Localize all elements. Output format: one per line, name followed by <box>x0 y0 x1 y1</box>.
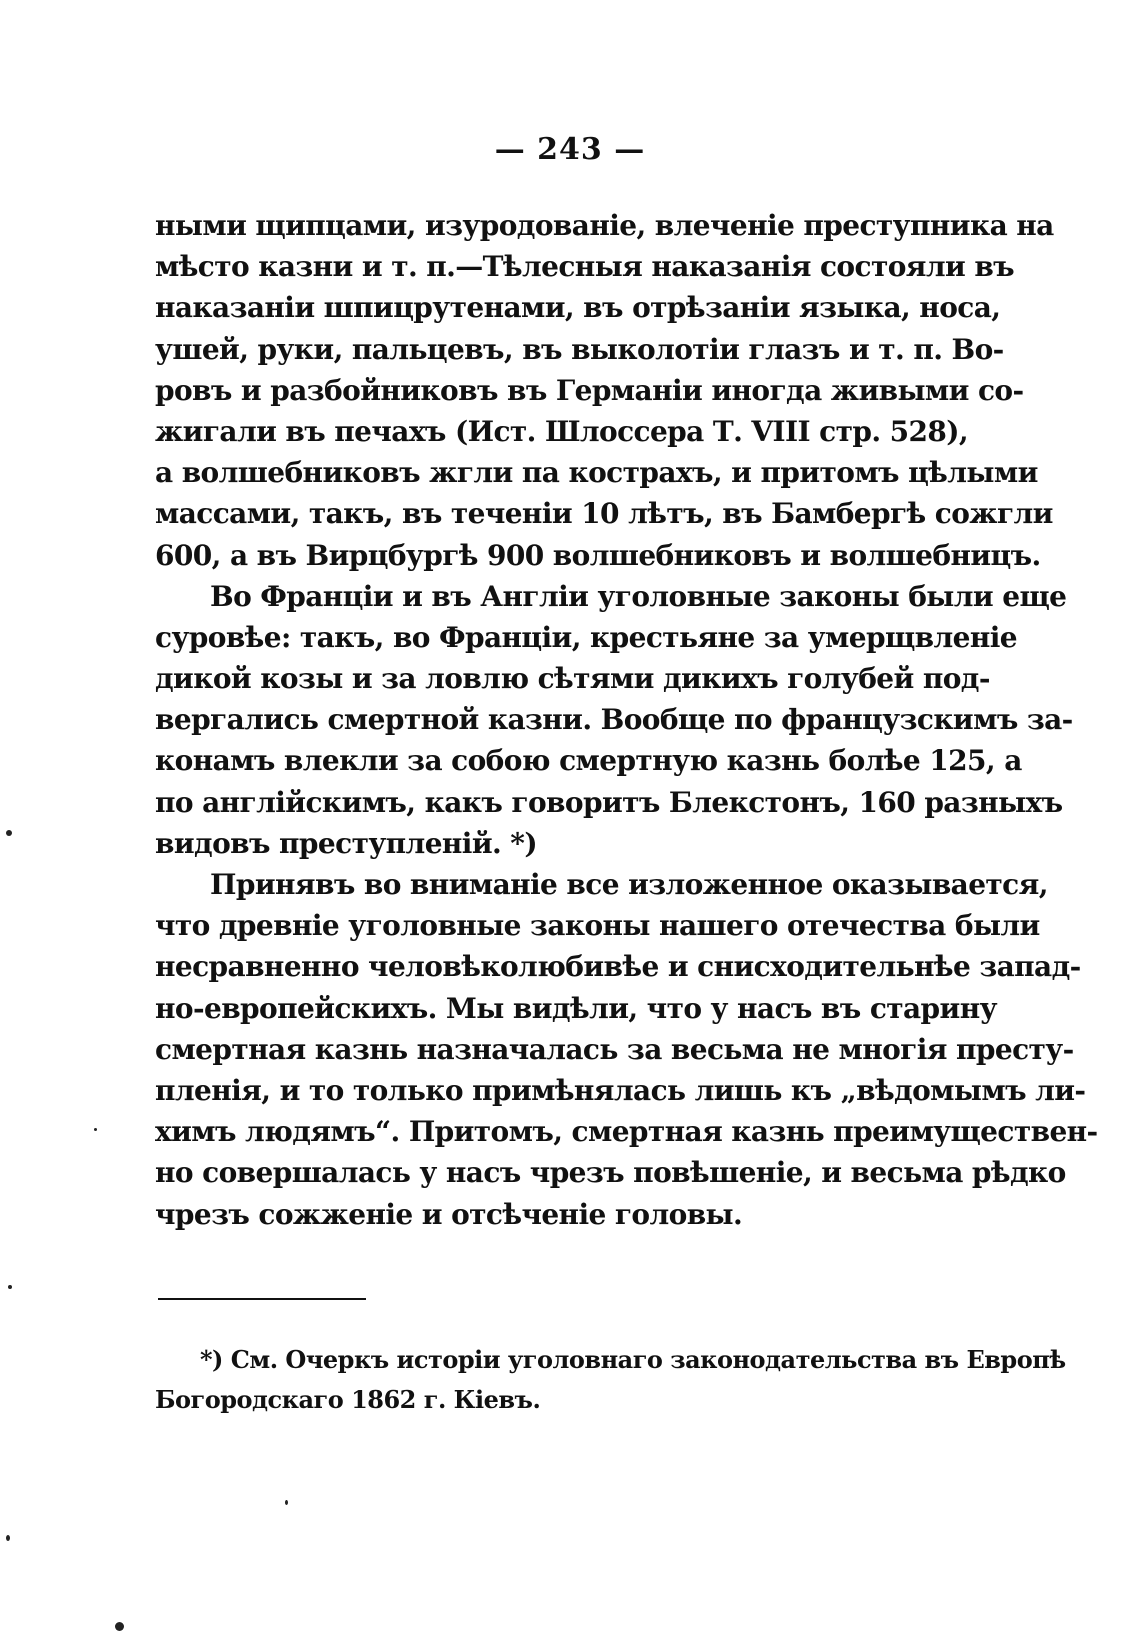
text-line: что древніе уголовные законы нашего отечества были <box>155 909 1040 943</box>
text-line: наказаніи шпицрутенами, въ отрѣзаніи языка, носа, <box>155 291 1001 325</box>
footnote-line: *) См. Очеркъ исторіи уголовнаго законодательства въ Европѣ <box>200 1345 1066 1374</box>
scan-speck <box>115 1622 124 1631</box>
text-line: мѣсто казни и т. п.—Тѣлесныя наказанія состояли въ <box>155 250 1015 284</box>
text-line: пленія, и то только примѣнялась лишь къ „вѣдомымъ ли- <box>155 1073 1086 1107</box>
text-line: по англійскимъ, какъ говоритъ Блекстонъ, 160 разныхъ <box>155 785 1063 819</box>
text-line: массами, такъ, въ теченіи 10 лѣтъ, въ Бамбергѣ сожгли <box>155 497 1053 531</box>
footnote <box>155 1340 1066 1420</box>
page-number: — 243 — <box>494 132 646 167</box>
text-line: а волшебниковъ жгли па кострахъ, и притомъ цѣлыми <box>155 456 1038 490</box>
text-line: ными щипцами, изуродованіе, влеченіе преступника на <box>155 209 1054 242</box>
text-line: суровѣе: такъ, во Франціи, крестьяне за умерщвленіе <box>155 620 1018 654</box>
paragraph-start-line: Во Франціи и въ Англіи уголовные законы были еще <box>210 579 1067 613</box>
text-line: ушей, руки, пальцевъ, въ выколотіи глазъ и т. п. Во- <box>155 332 1004 366</box>
body-text <box>155 205 1098 1235</box>
text-line: дикой козы и за ловлю сѣтями дикихъ голубей под- <box>155 662 990 696</box>
text-line: химъ людямъ“. Притомъ, смертная казнь преимуществен- <box>155 1115 1098 1149</box>
footnote-separator <box>158 1298 366 1300</box>
scan-speck <box>94 1128 97 1131</box>
text-line: смертная казнь назначалась за весьма не многія престу- <box>155 1032 1074 1066</box>
text-line: жигали въ печахъ (Ист. Шлоссера Т. VIII стр. 528), <box>155 414 969 448</box>
text-line: вергались смертной казни. Вообще по французскимъ за- <box>155 703 1073 737</box>
text-line: несравненно человѣколюбивѣе и снисходительнѣе запад- <box>155 950 1081 984</box>
footnote-line: Богородскаго 1862 г. Кіевъ. <box>155 1385 541 1414</box>
text-line: но совершалась у насъ чрезъ повѣшеніе, и весьма рѣдко <box>155 1156 1066 1190</box>
text-line: но-европейскихъ. Мы видѣли, что у насъ въ старину <box>155 991 997 1025</box>
paragraph-end-line: видовъ преступленій. *) <box>155 826 537 860</box>
scan-speck <box>285 1500 288 1505</box>
scan-speck <box>8 1285 12 1289</box>
text-line: ровъ и разбойниковъ въ Германіи иногда живыми со- <box>155 373 1024 407</box>
scan-speck <box>6 830 12 836</box>
paragraph-end-line: 600, а въ Вирцбургѣ 900 волшебниковъ и волшебницъ. <box>155 538 1041 572</box>
paragraph-end-line: чрезъ сожженіе и отсѣченіе головы. <box>155 1197 743 1231</box>
text-line: конамъ влекли за собою смертную казнь болѣе 125, а <box>155 744 1022 778</box>
scan-speck <box>6 1535 10 1541</box>
paragraph-start-line: Принявъ во вниманіе все изложенное оказывается, <box>210 868 1048 901</box>
